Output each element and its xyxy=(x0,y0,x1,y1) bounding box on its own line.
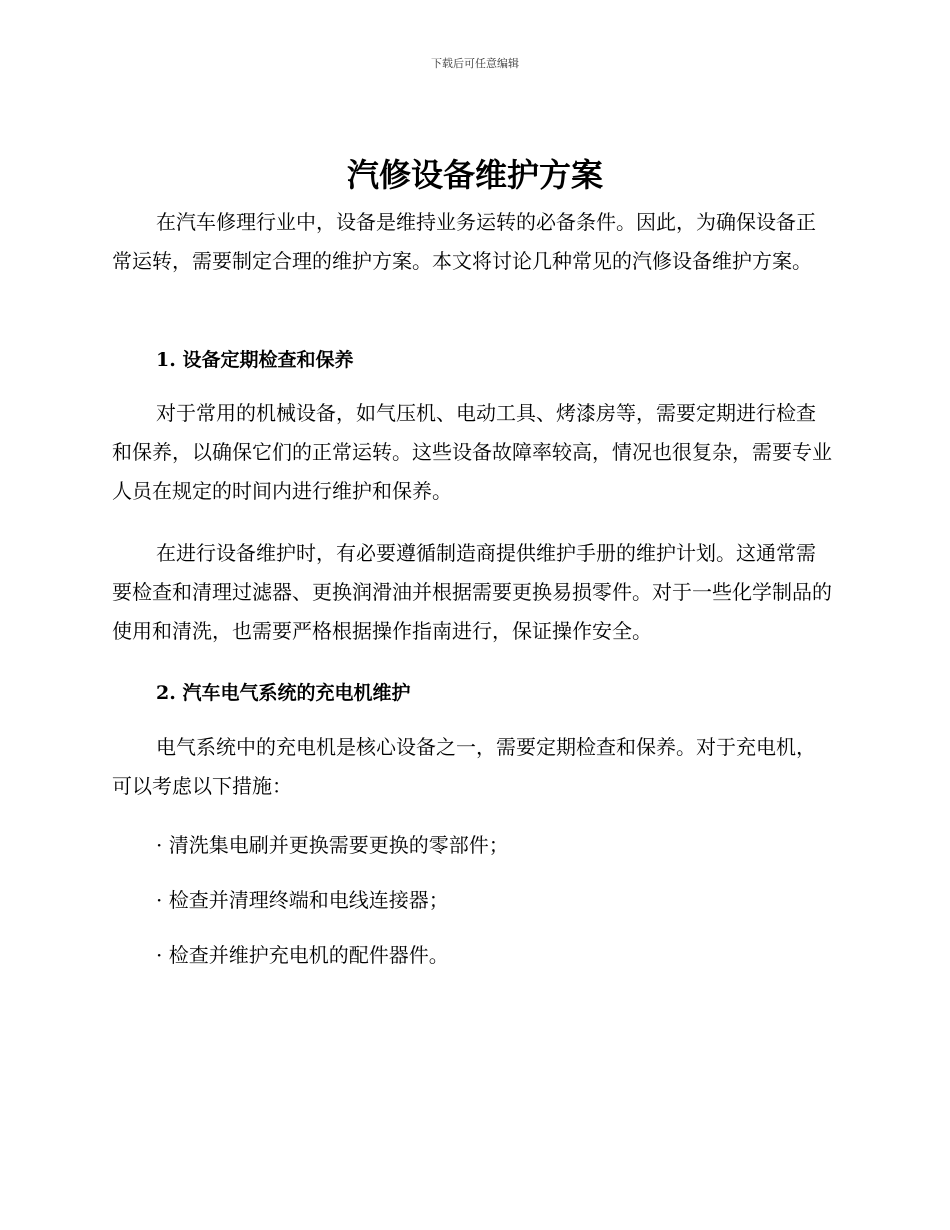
section-1-heading: 1. 设备定期检查和保养 xyxy=(156,349,354,371)
section-1-paragraph-2: 在进行设备维护时，有必要遵循制造商提供维护手册的维护计划。这通常需要检查和清理过滤器、更换润滑油并根据需要更换易损零件。对于一些化学制品的使用和清洗，也需要严格根据操作指南进行，保证操作安全。 xyxy=(112,541,832,643)
header-note: 下载后可任意编辑 xyxy=(431,57,519,70)
section-1-paragraph-1: 对于常用的机械设备，如气压机、电动工具、烤漆房等，需要定期进行检查和保养，以确保它们的正常运转。这些设备故障率较高，情况也很复杂，需要专业人员在规定的时间内进行维护和保养。 xyxy=(112,401,832,503)
bullet-item-2: · 检查并清理终端和电线连接器； xyxy=(156,888,449,912)
bullet-item-1: · 清洗集电刷并更换需要更换的零部件； xyxy=(156,833,509,857)
intro-paragraph: 在汽车修理行业中，设备是维持业务运转的必备条件。因此，为确保设备正常运转，需要制定合理的维护方案。本文将讨论几种常见的汽修设备维护方案。 xyxy=(112,210,816,273)
document-title: 汽修设备维护方案 xyxy=(346,156,603,194)
section-2-paragraph-1: 电气系统中的充电机是核心设备之一，需要定期检查和保养。对于充电机，可以考虑以下措施： xyxy=(112,735,816,798)
bullet-item-3: · 检查并维护充电机的配件器件。 xyxy=(156,943,449,967)
section-2-heading: 2. 汽车电气系统的充电机维护 xyxy=(156,682,411,704)
